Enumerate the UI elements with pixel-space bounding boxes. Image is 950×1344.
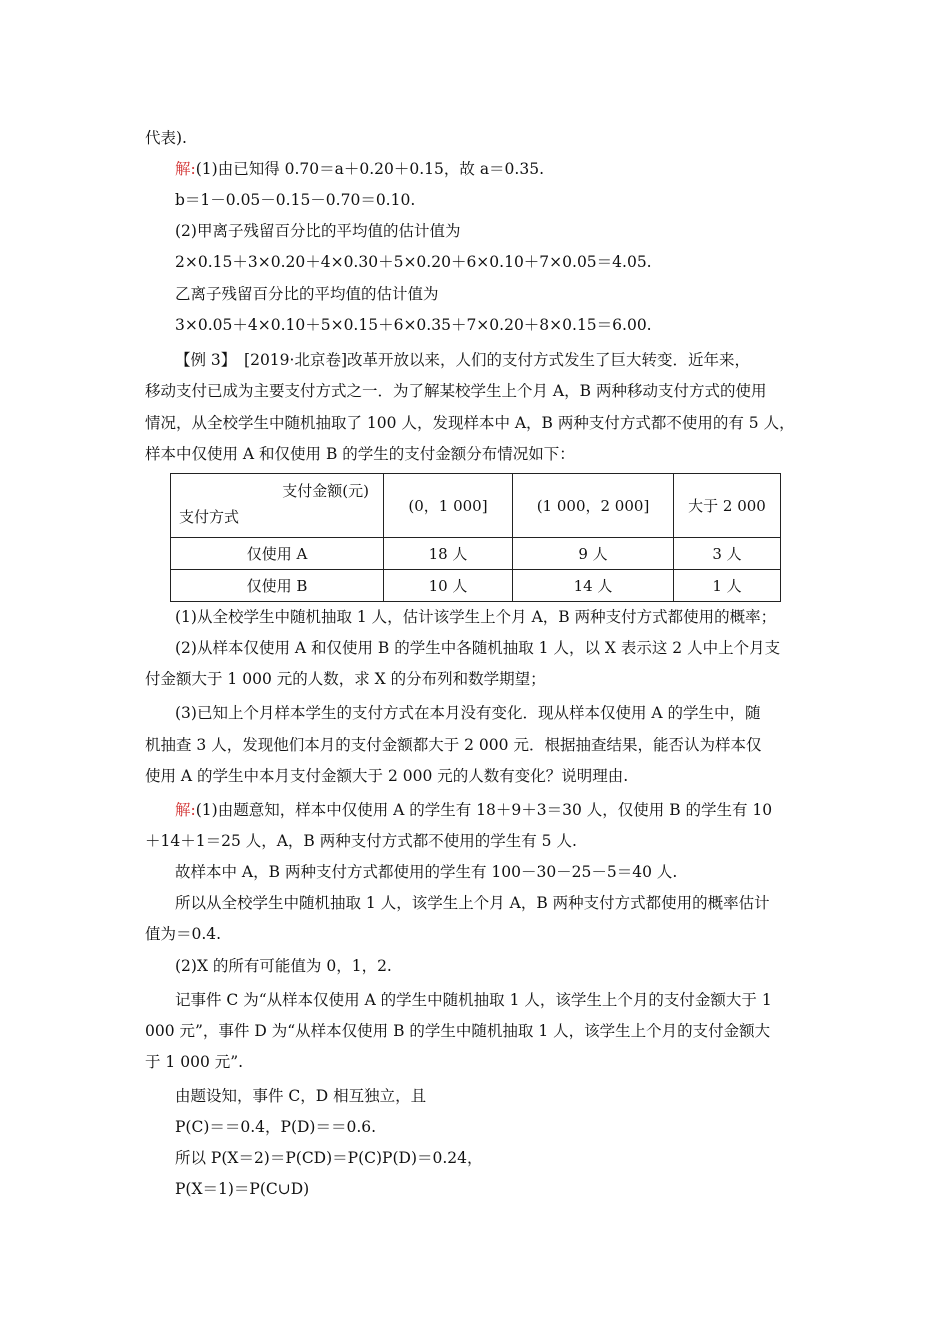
text-line: 样本中仅使用 A 和仅使用 B 的学生的支付金额分布情况如下：	[145, 445, 575, 463]
table-cell: 3 人	[674, 538, 781, 570]
table-row	[171, 538, 781, 570]
formula-line: P(C)＝＝0.4，P(D)＝＝0.6.	[175, 1118, 377, 1136]
question-line: (3)已知上个月样本学生的支付方式在本月没有变化．现从样本仅使用 A 的学生中，随	[175, 704, 761, 722]
solution-text: (1)由已知得 0.70＝a＋0.20＋0.15，故 a＝0.35.	[195, 160, 545, 178]
question-line: 使用 A 的学生中本月支付金额大于 2 000 元的人数有变化？说明理由.	[145, 767, 629, 785]
column-header: (1 000，2 000]	[513, 474, 674, 538]
question-line: 机抽查 3 人，发现他们本月的支付金额都大于 2 000 元．根据抽查结果，能否认为样本仅	[145, 736, 762, 754]
row-label: 仅使用 B	[171, 570, 384, 602]
text-line: 2×0.15＋3×0.20＋4×0.30＋5×0.20＋6×0.10＋7×0.05＝4.05.	[175, 253, 652, 271]
formula-line: P(X＝1)＝P(C∪D)	[175, 1180, 310, 1198]
table-corner-cell	[171, 474, 384, 538]
text-line: 于 1 000 元”.	[145, 1053, 244, 1071]
solution-line	[175, 159, 544, 179]
text-line: 所以从全校学生中随机抽取 1 人，该学生上个月 A，B 两种支付方式都使用的概率估计	[175, 894, 770, 912]
column-header: (0，1 000]	[384, 474, 513, 538]
text-line: 记事件 C 为“从样本仅使用 A 的学生中随机抽取 1 人，该学生上个月的支付金额大于 1	[175, 991, 772, 1009]
table-cell: 10 人	[384, 570, 513, 602]
solution-line	[175, 800, 772, 820]
question-line: (2)从样本仅使用 A 和仅使用 B 的学生中各随机抽取 1 人，以 X 表示这 2 人中上个月支	[175, 639, 781, 657]
text-line: 由题设知，事件 C，D 相互独立，且	[175, 1087, 427, 1105]
text-line: 值为＝0.4.	[145, 925, 222, 943]
table-header-row	[171, 474, 781, 538]
text-line: 代表).	[145, 129, 187, 147]
table-cell: 1 人	[674, 570, 781, 602]
payment-distribution-table	[170, 473, 781, 602]
table-cell: 14 人	[513, 570, 674, 602]
header-bottom: 支付方式	[179, 508, 240, 526]
question-line: (1)从全校学生中随机抽取 1 人，估计该学生上个月 A，B 两种支付方式都使用的概率；	[175, 608, 777, 626]
formula-line: 所以 P(X＝2)＝P(CD)＝P(C)P(D)＝0.24，	[175, 1149, 483, 1167]
text-line: 乙离子残留百分比的平均值的估计值为	[175, 285, 439, 303]
row-label: 仅使用 A	[171, 538, 384, 570]
text-line: 情况，从全校学生中随机抽取了 100 人，发现样本中 A，B 两种支付方式都不使用的有 5 人，	[145, 414, 795, 432]
header-top: 支付金额(元)	[282, 482, 369, 500]
text-line: (2)X 的所有可能值为 0，1，2.	[175, 957, 392, 975]
solution-label: 解:	[175, 801, 196, 819]
column-header: 大于 2 000	[674, 474, 781, 538]
table-cell: 9 人	[513, 538, 674, 570]
solution-label: 解:	[175, 160, 196, 178]
text-line: 故样本中 A，B 两种支付方式都使用的学生有 100－30－25－5＝40 人.	[175, 863, 678, 881]
text-line: 3×0.05＋4×0.10＋5×0.15＋6×0.35＋7×0.20＋8×0.15＝6.00.	[175, 316, 652, 334]
example-heading: 【例 3】 [2019·北京卷]改革开放以来，人们的支付方式发生了巨大转变．近年来，	[175, 351, 751, 369]
table-cell: 18 人	[384, 538, 513, 570]
text-line: 移动支付已成为主要支付方式之一．为了解某校学生上个月 A，B 两种移动支付方式的使用	[145, 382, 767, 400]
text-line: (2)甲离子残留百分比的平均值的估计值为	[175, 222, 461, 240]
text-line: ＋14＋1＝25 人，A，B 两种支付方式都不使用的学生有 5 人.	[145, 832, 577, 850]
text-line: 000 元”，事件 D 为“从样本仅使用 B 的学生中随机抽取 1 人，该学生上个月的支付金额大	[145, 1022, 771, 1040]
question-line: 付金额大于 1 000 元的人数，求 X 的分布列和数学期望；	[145, 670, 546, 688]
table-row	[171, 570, 781, 602]
solution-text: (1)由题意知，样本中仅使用 A 的学生有 18＋9＋3＝30 人，仅使用 B 的学生有 10	[195, 801, 773, 819]
text-line: b＝1－0.05－0.15－0.70＝0.10.	[175, 191, 416, 209]
